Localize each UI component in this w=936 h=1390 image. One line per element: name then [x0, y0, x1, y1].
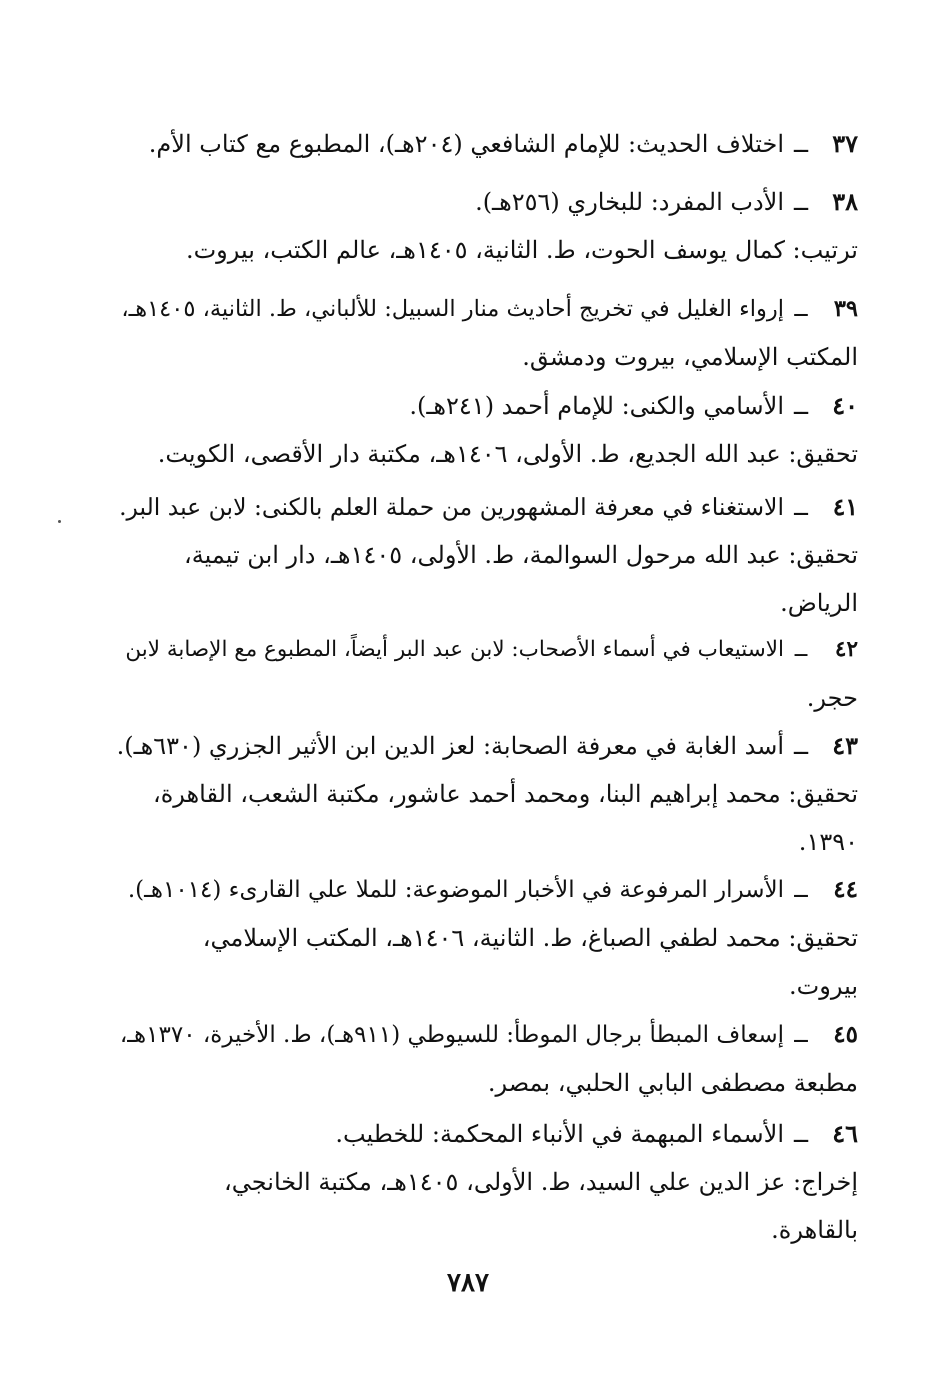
- bibliography-entry-45: [100, 1011, 858, 1107]
- page-number: ٧٨٧: [447, 1268, 489, 1298]
- entry-heading: [100, 1011, 858, 1059]
- entry-detail-line: بالقاهرة.: [771, 1216, 858, 1244]
- entry-title: الاستغناء في معرفة المشهورين من حملة العلم بالكنى: لابن عبد البر.: [119, 493, 784, 521]
- entry-number: ٤٦: [832, 1119, 858, 1148]
- entry-detail-line: الرياض.: [780, 589, 858, 617]
- entry-dash: ــ: [794, 1022, 808, 1048]
- entry-dash: ــ: [793, 188, 809, 216]
- entry-heading: [100, 285, 858, 333]
- entry-dash: ــ: [794, 877, 808, 903]
- entry-heading: [100, 382, 858, 430]
- entry-dash: ــ: [793, 732, 809, 760]
- entry-number: ٣٨: [832, 187, 858, 216]
- entry-title: الأسامي والكنى: للإمام أحمد (٢٤١هـ).: [409, 392, 784, 420]
- entry-number: ٤٤: [833, 876, 858, 903]
- entry-dash: ــ: [794, 637, 808, 662]
- entry-heading: [100, 120, 858, 168]
- bibliography-entry-44: [100, 866, 858, 1010]
- entry-heading: [100, 626, 858, 674]
- entry-dash: ــ: [793, 130, 809, 158]
- entry-detail-line: ترتيب: كمال يوسف الحوت، ط. الثانية، ١٤٠٥هـ، عالم الكتب، بيروت.: [185, 236, 858, 264]
- entry-heading: [100, 1110, 858, 1158]
- entry-title: الأسماء المبهمة في الأنباء المحكمة: للخطيب.: [335, 1120, 784, 1148]
- bibliography-entry-43: [100, 722, 858, 866]
- bibliography-entry-38: [100, 178, 858, 274]
- entry-dash: ــ: [793, 392, 809, 420]
- entry-title: الاستيعاب في أسماء الأصحاب: لابن عبد البر أيضاً، المطبوع مع الإصابة لابن: [125, 637, 784, 662]
- bibliography-entry-39: [100, 285, 858, 381]
- entry-number: ٤٠: [832, 391, 858, 420]
- entry-dash: ــ: [793, 1120, 809, 1148]
- entry-heading: [100, 178, 858, 226]
- entry-detail-line: تحقيق: عبد الله الجديع، ط. الأولى، ١٤٠٦هـ، مكتبة دار الأقصى، الكويت.: [157, 440, 858, 468]
- bibliography-entry-46: [100, 1110, 858, 1254]
- entry-dash: ــ: [794, 493, 808, 521]
- entry-detail-line: إخراج: عز الدين علي السيد، ط. الأولى، ١٤٠٥هـ، مكتبة الخانجي،: [224, 1168, 858, 1196]
- entry-dash: ــ: [794, 296, 808, 322]
- bibliography-entry-41: [100, 483, 858, 627]
- entry-number: ٤٥: [833, 1021, 858, 1048]
- entry-title: أسد الغابة في معرفة الصحابة: لعز الدين ابن الأثير الجزري (٦٣٠هـ).: [116, 732, 784, 760]
- entry-heading: [100, 483, 858, 531]
- bibliography-entry-40: [100, 382, 858, 478]
- scan-speck: [58, 520, 61, 523]
- entry-detail-line: بيروت.: [789, 972, 858, 1000]
- entry-number: ٤٢: [834, 637, 858, 662]
- entry-number: ٤٣: [832, 731, 858, 760]
- entry-title: اختلاف الحديث: للإمام الشافعي (٢٠٤هـ)، المطبوع مع كتاب الأم.: [148, 130, 784, 158]
- entry-detail-line: تحقيق: عبد الله مرحول السوالمة، ط. الأولى، ١٤٠٥هـ، دار ابن تيمية،: [184, 541, 858, 569]
- entry-title: إسعاف المبطأ برجال الموطأ: للسيوطي (٩١١هـ)، ط. الأخيرة، ١٣٧٠هـ،: [119, 1022, 784, 1048]
- entry-detail-line: حجر.: [806, 684, 858, 712]
- bibliography-entry-37: [100, 120, 858, 168]
- entry-title: الأسرار المرفوعة في الأخبار الموضوعة: للملا علي القارىء (١٠١٤هـ).: [127, 877, 784, 903]
- entry-heading: [100, 722, 858, 770]
- entry-detail-line: تحقيق: محمد لطفي الصباغ، ط. الثانية، ١٤٠٦هـ، المكتب الإسلامي،: [202, 924, 858, 952]
- bibliography-entry-42: [100, 626, 858, 722]
- entry-number: ٣٩: [833, 296, 858, 322]
- entry-heading: [100, 866, 858, 914]
- entry-detail-line: المكتب الإسلامي، بيروت ودمشق.: [522, 343, 858, 371]
- entry-detail-line: مطبعة مصطفى البابي الحلبي، بمصر.: [487, 1069, 858, 1097]
- entry-detail-line: تحقيق: محمد إبراهيم البنا، ومحمد أحمد عاشور، مكتبة الشعب، القاهرة،: [152, 780, 858, 808]
- entry-number: ٤١: [832, 493, 858, 521]
- entry-title: إرواء الغليل في تخريج أحاديث منار السبيل: للألباني، ط. الثانية، ١٤٠٥هـ،: [121, 296, 784, 322]
- entry-detail-line: ١٣٩٠.: [798, 828, 858, 856]
- entry-number: ٣٧: [832, 129, 858, 158]
- entry-title: الأدب المفرد: للبخاري (٢٥٦هـ).: [475, 188, 784, 216]
